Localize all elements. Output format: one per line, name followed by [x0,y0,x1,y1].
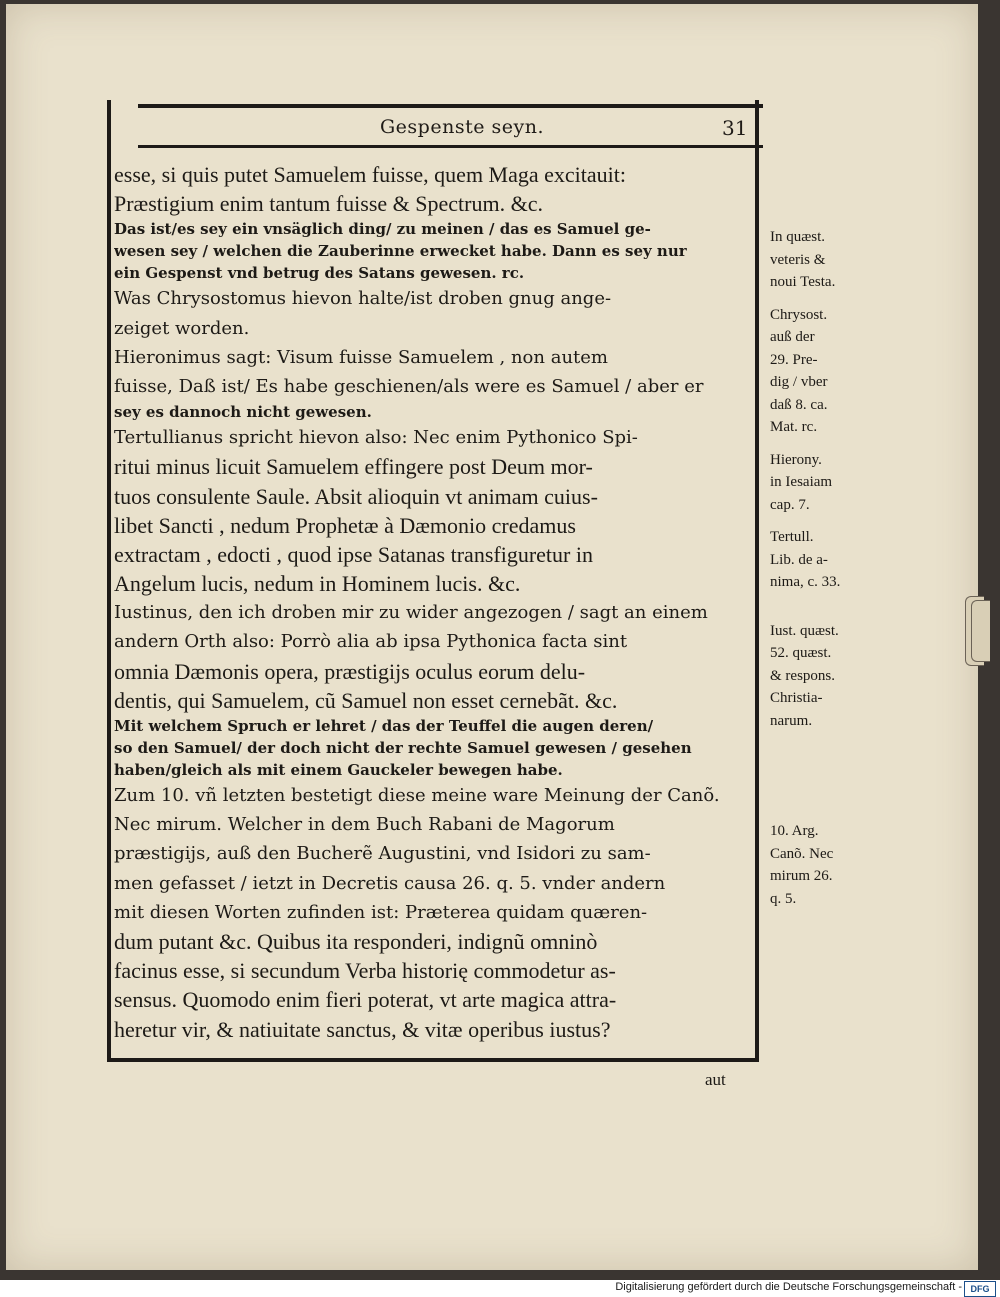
margin-note-line: mirum 26. [770,868,833,884]
margin-note [770,526,880,594]
text-line: Præstigium enim tantum fuisse & Spectrum. &c. [114,191,543,217]
text-line: andern Orth also: Porrò alia ab ipsa Pythonica facta sint [114,631,628,653]
text-line: dum putant &c. Quibus ita responderi, indignũ omninò [114,928,598,954]
text-line: Hieronimus sagt: Visum fuisse Samuelem , non autem [114,346,608,368]
margin-note-line: auß der [770,329,815,345]
text-line: dentis, qui Samuelem, cũ Samuel non esset cernebãt. &c. [114,687,618,713]
margin-note [770,820,880,910]
margin-note [770,449,880,517]
margin-note-line: veteris & [770,251,826,268]
text-line: omnia Dæmonis opera, præstigijs oculus eorum delu- [114,658,586,684]
margin-note-line: in Iesaiam [770,474,833,490]
margin-note-line: Tertull. [770,529,814,545]
margin-note-line: 52. quæst. [770,645,832,661]
margin-note-line: 10. Arg. [770,823,819,839]
frame-rule-right [755,100,759,1062]
text-line: heretur vir, & natiuitate sanctus, & vitæ operibus iustus? [114,1016,611,1042]
text-line: Iustinus, den ich droben mir zu wider angezogen / sagt an einem [114,602,708,624]
margin-note-line: Christia- [770,690,823,706]
text-line: fuisse, Daß ist/ Es habe geschienen/als were es Samuel / aber er [114,375,704,397]
margin-note-line: Chrysost. [770,306,828,323]
text-line: sensus. Quomodo enim fieri poterat, vt arte magica attra- [114,987,617,1013]
margin-note-line: dig / vber [770,374,828,390]
text-line: Das ist/es sey ein vnsäglich ding/ zu meinen / das es Samuel ge- [114,220,651,239]
text-line: Nec mirum. Welcher in dem Buch Rabani de Magorum [114,814,615,836]
body-text [114,160,738,1044]
dfg-logo[interactable]: DFG [964,1281,996,1297]
margin-note [770,304,880,439]
frame-rule-bottom [107,1058,759,1062]
running-head: Gespenste seyn. [380,116,544,138]
margin-note [770,620,880,733]
text-line: esse, si quis putet Samuelem fuisse, quem Maga excitauit: [114,162,627,187]
margin-note-line: q. 5. [770,890,797,907]
text-line: haben/gleich als mit einem Gauckeler bewegen habe. [114,761,563,779]
text-line: ritui minus licuit Samuelem effingere post Deum mor- [114,454,593,480]
page-number: 31 [722,116,748,140]
text-line: so den Samuel/ der doch nicht der rechte Samuel gewesen / gesehen [114,739,692,757]
margin-note-line: In quæst. [770,229,826,245]
margin-note-line: Mat. rc. [770,419,818,435]
margin-note-line: Canõ. Nec [770,845,834,862]
text-line: tuos consulente Saule. Absit alioquin vt animam cuius- [114,483,598,509]
text-line: wesen sey / welchen die Zauberinne erwecket habe. Dann es sey nur [114,242,687,261]
text-line: Was Chrysostomus hievon halte/ist droben gnug ange- [114,288,612,310]
text-line: libet Sancti , nedum Prophetæ à Dæmonio credamus [114,512,576,538]
margin-note [770,226,880,294]
margin-note-line: 29. Pre- [770,351,818,368]
text-line: sey es dannoch nicht gewesen. [114,403,372,422]
text-line: Angelum lucis, nedum in Hominem lucis. &c. [114,571,521,597]
margin-note-line: Lib. de a- [770,551,828,568]
text-line: præstigijs, auß den Bucherẽ Augustini, vnd Isidori zu sam- [114,843,651,865]
text-line: Tertullianus spricht hievon also: Nec enim Pythonico Spi- [114,427,638,449]
margin-note-line: cap. 7. [770,496,810,513]
text-line: ein Gespenst vnd betrug des Satans gewesen. rc. [114,264,525,283]
margin-note-line: Hierony. [770,451,822,468]
frame-rule-left [107,100,111,1060]
text-line: Mit welchem Spruch er lehret / das der Teuffel die augen deren/ [114,717,654,735]
text-line: facinus esse, si secundum Verba historię commodetur as- [114,958,616,984]
page-tab-edge [971,600,990,662]
text-line: Zum 10. vñ letzten bestetigt diese meine ware Meinung der Canõ. [114,785,720,806]
footer-credit: Digitalisierung gefördert durch die Deutsche Forschungsgemeinschaft - [615,1281,962,1293]
text-line: zeiget worden. [114,317,250,339]
margin-note-line: daß 8. ca. [770,396,828,413]
margin-note-line: noui Testa. [770,274,836,290]
margin-notes [770,226,880,920]
text-line: extractam , edocti , quod ipse Satanas transfiguretur in [114,541,593,567]
frame-rule-top [138,104,763,108]
margin-note-line: narum. [770,712,813,729]
margin-note-line: Iust. quæst. [770,622,839,639]
text-line: mit diesen Worten zufinden ist: Præterea quidam quæren- [114,901,648,923]
catchword: aut [705,1070,726,1089]
footer-bar [0,1280,1000,1297]
frame-rule-header [138,145,763,148]
margin-note-line: & respons. [770,667,835,684]
margin-note-line: nima, c. 33. [770,574,841,590]
text-line: men gefasset / ietzt in Decretis causa 26. q. 5. vnder andern [114,872,666,894]
